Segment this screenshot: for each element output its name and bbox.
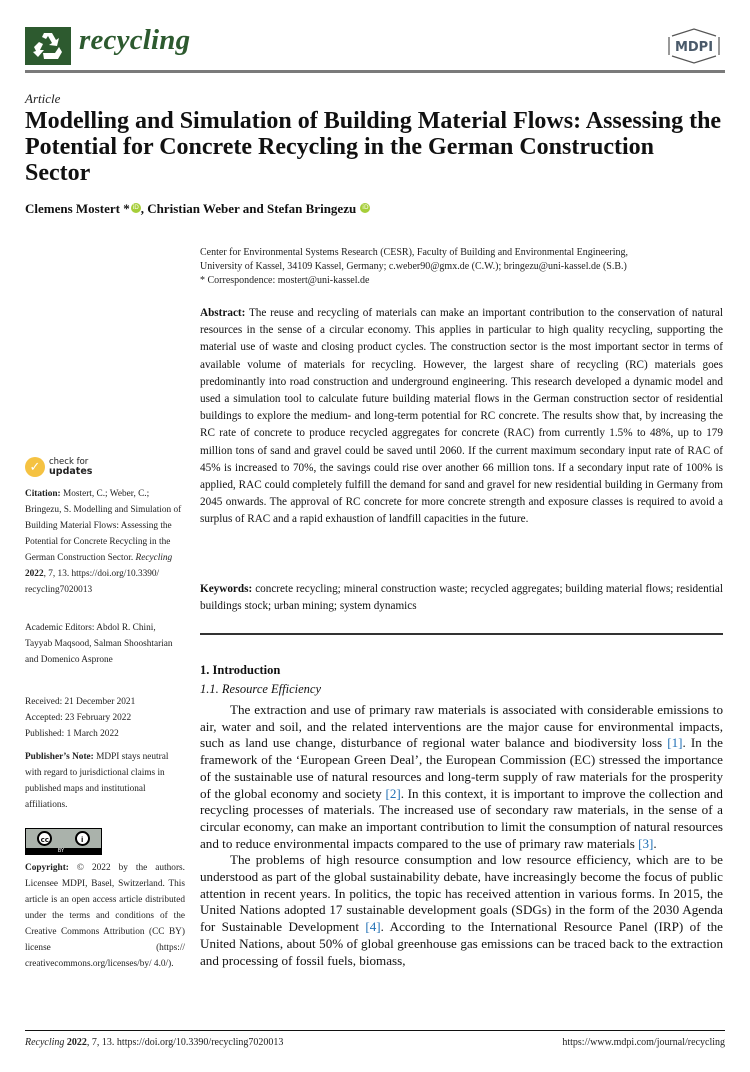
affiliation: Center for Environmental Systems Research (CESR), Faculty of Building and Environmental Engineering, University of Kassel, 34109 Kassel, Germany; c.weber90@gmx.de (C.W.); bringezu@uni-kassel.de (S.B.) * Correspondence: mostert@uni-kassel.de	[200, 246, 730, 288]
citation-link[interactable]: [1]	[667, 735, 683, 751]
orcid-icon[interactable]: iD	[132, 204, 139, 211]
footer-citation: Recycling 2022, 7, 13. https://doi.org/10.3390/recycling7020013	[25, 1037, 284, 1048]
checkmark-icon: ✓	[25, 457, 45, 477]
section-heading: 1. Introduction	[200, 663, 281, 677]
corresponding-mark: *	[119, 201, 130, 216]
cc-by-license-badge[interactable]	[25, 828, 102, 855]
publication-dates	[25, 694, 185, 742]
citation-link[interactable]: [3]	[638, 835, 654, 851]
abstract	[200, 305, 723, 529]
article-title: Modelling and Simulation of Building Material Flows: Assessing the Potential for Concrete Recycling in the German Construction Sector	[25, 108, 722, 186]
abstract-label: Abstract:	[200, 307, 246, 319]
footer-doi-link[interactable]: , 7, 13. https://doi.org/10.3390/recycling7020013	[86, 1037, 284, 1048]
citation-link[interactable]: [4]	[365, 919, 381, 935]
footer-divider	[25, 1030, 725, 1031]
mdpi-hexagon-icon	[664, 28, 724, 64]
abstract-text: The reuse and recycling of materials can make an important contribution to the conservation of natural resources in the sense of a circular economy. This applies in particular to high quality recycling, supporting the material use of waste and closing product cycles. The construction sector is the most important sector in terms of available volume of materials for recycling. However, the largest share of recycling (RC) materials goes predominantly into road construction and underground engineering. This research developed a dynamic model and used a simulation tool to calculate future building material flows in the German construction sector of residential buildings to explore the medium- and long-term potential for RC concrete. The results show that, by increasing the RC rate of concrete to produce recycled aggregates for concrete (RAC) from currently 1.5% to 48%, up to 179 million tons of sand and gravel could be saved until 2060. If the current maximum secondary input rate of RAC of 45% is increased to 70%, the savings could rise over another 66 million tons. If a secondary input rate of 100% is applied, RAC could completely fulfill the demand for sand and gravel for new residential building in Germany from 2045 onwards. The approval of RC concrete for more concrete strength and exposure classes is required to avoid a surplus of RAC and a rapid exhaustion of landfill capacities in the future.	[200, 307, 723, 526]
subsection-heading: 1.1. Resource Efficiency	[200, 682, 322, 696]
received-date: Received: 21 December 2021	[25, 697, 136, 707]
section-divider	[200, 633, 723, 635]
article-type: Article	[25, 91, 61, 106]
citation-block: Citation: Mostert, C.; Weber, C.; Bringezu, S. Modelling and Simulation of Building Material Flows: Assessing the Potential for Concrete Recycling in the German Construction Sector. Recycling 2022, 7, 13. https://doi.org/10.3390/ recycling7020013	[25, 489, 182, 595]
attribution-person-icon: i	[75, 831, 90, 846]
mdpi-logo[interactable]	[664, 28, 724, 64]
author-name[interactable]: Stefan Bringezu	[267, 201, 357, 216]
citation-link[interactable]: [2]	[385, 785, 401, 801]
body-text	[200, 702, 723, 969]
accepted-date: Accepted: 23 February 2022	[25, 713, 132, 723]
by-label: BY	[57, 848, 64, 854]
journal-logo	[25, 27, 71, 65]
cc-icon: cc	[37, 831, 52, 846]
author-list: Clemens Mostert * iD , Christian Weber and Stefan Bringezu iD	[25, 201, 369, 216]
header-divider	[25, 70, 725, 73]
doi-link[interactable]: , 7, 13. https://doi.org/10.3390/ recycling7020013	[25, 569, 160, 595]
author-name[interactable]: Christian Weber	[147, 201, 240, 216]
publishers-note: Publisher’s Note: MDPI stays neutral with regard to jurisdictional claims in published maps and institutional affiliations.	[25, 752, 169, 810]
correspondence: * Correspondence: mostert@uni-kassel.de	[200, 275, 370, 286]
keywords-label: Keywords:	[200, 583, 253, 595]
copyright-notice: Copyright: © 2022 by the authors. Licensee MDPI, Basel, Switzerland. This article is an open access article distributed under the terms and conditions of the Creative Commons Attribution (CC BY) license (https:// creativecommons.org/licenses/by/ 4.0/).	[25, 863, 185, 969]
svg-text:MDPI: MDPI	[674, 40, 714, 55]
paragraph: The problems of high resource consumption and low resource efficiency, which are to be understood as part of the global sustainability debate, have increasingly become the focus of public attention in recent years. In politics, the topic has received attention in various forms. In 2015, the United Nations adopted 17 sustainable development goals (SDGs) in the form of the 2030 Agenda for Sustainable Development [4]. According to the International Resource Panel (IRP) of the United Nations, about 50% of global greenhouse gas emissions can be traced back to the extraction and processing of fossil fuels, biomass,	[200, 852, 723, 968]
paragraph: The extraction and use of primary raw materials is associated with considerable emissions to air, water and soil, and the related interventions are the major cause for environmental impacts, such as land use change, disturbance of regional water balance and biodiversity loss [1]. In the framework of the ‘European Green Deal’, the European Commission (EC) stressed the importance of the sustainable use of natural resources and long-term supply of raw materials for the prosperity of the global economy and society [2]. In this context, it is important to improve the collection and recycling processes of materials. The increased use of secondary raw materials, in the sense of a circular economy, can make an important contribution to limit the consumption of natural resources and to reduce environmental impacts compared to the use of primary raw materials [3].	[200, 702, 723, 851]
keywords-text: concrete recycling; mineral construction waste; recycled aggregates; building material flows; residential buildings stock; urban mining; system dynamics	[200, 583, 723, 613]
journal-url-link[interactable]: https://www.mdpi.com/journal/recycling	[562, 1037, 725, 1048]
academic-editors: Academic Editors: Abdol R. Chini, Tayyab Maqsood, Salman Shooshtarian and Domenico Asprone	[25, 623, 173, 665]
keywords	[200, 581, 723, 615]
published-date: Published: 1 March 2022	[25, 729, 119, 739]
journal-name: recycling	[79, 24, 191, 56]
check-for-updates-button[interactable]: ✓ check for updates	[25, 457, 92, 477]
orcid-icon[interactable]: iD	[362, 204, 369, 211]
author-name[interactable]: Clemens Mostert	[25, 201, 120, 216]
recycle-icon	[31, 30, 65, 62]
